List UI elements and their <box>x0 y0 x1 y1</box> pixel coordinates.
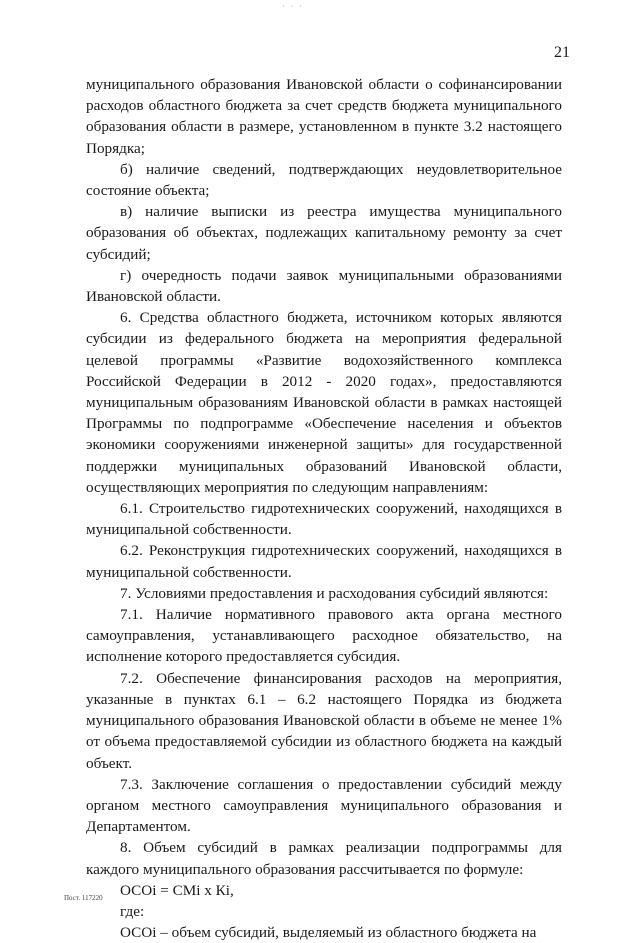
formula-definition: ОСОi – объем субсидий, выделяемый из областного бюджета на <box>120 924 537 942</box>
formula: ОСОi = СМi x Кi, <box>120 881 234 899</box>
footer-document-code: Пост. 117220 <box>64 894 103 902</box>
paragraph-7: 7. Условиями предоставления и расходования субсидий являются: <box>120 584 549 602</box>
paragraph-6-2: 6.2. Реконструкция гидротехнических сооружений, находящихся в муниципальной собственности. <box>86 542 562 581</box>
paragraph-continuation: муниципального образования Ивановской области о софинансировании расходов областного бюджета за счет средств бюджета муниципального образования области в размере, установленном в пункте 3.2 настоящего Порядка; <box>86 76 562 157</box>
paragraph-8: 8. Объем субсидий в рамках реализации подпрограммы для каждого муниципального образования рассчитывается по формуле: <box>86 839 562 878</box>
paragraph-item-v: в) наличие выписки из реестра имущества муниципального образования об объектах, подлежащих капитальному ремонту за счет субсидий; <box>86 203 562 263</box>
paragraph-6: 6. Средства областного бюджета, источником которых являются субсидии из федерального бюджета на мероприятия федеральной целевой программы «Развитие водохозяйственного комплекса Российской Федерации в 2012 - 2020 годах», предоставляются муниципальным образованиям Ивановской области в рамках настоящей Программы по подпрограмме «Обеспечение населения и объектов экономики сооружениями инженерной защиты» для государственной поддержки муниципальных образований Ивановской области, осуществляющих мероприятия по следующим направлениям: <box>86 309 562 496</box>
paragraph-item-b: б) наличие сведений, подтверждающих неудовлетворительное состояние объекта; <box>86 160 562 200</box>
paragraph-7-2: 7.2. Обеспечение финансирования расходов на мероприятия, указанные в пунктах 6.1 – 6.2 настоящего Порядка из бюджета муниципального образования Ивановской области в объеме не менее 1% от объема предоставляемой субсидии из областного бюджета на каждый объект. <box>86 669 562 772</box>
paragraph-6-1: 6.1. Строительство гидротехнических сооружений, находящихся в муниципальной собственности. <box>86 500 562 539</box>
document-body <box>86 74 562 943</box>
paragraph-7-1: 7.1. Наличие нормативного правового акта органа местного самоуправления, устанавливающего расходное обязательство, на исполнение которого предоставляется субсидия. <box>86 606 562 666</box>
scan-mark: · · · <box>282 2 304 11</box>
paragraph-item-g: г) очередность подачи заявок муниципальными образованиями Ивановской области. <box>86 266 562 306</box>
page-number: 21 <box>554 44 570 61</box>
formula-where: где: <box>120 902 145 920</box>
paragraph-7-3: 7.3. Заключение соглашения о предоставлении субсидий между органом местного самоуправления муниципального образования и Департаментом. <box>86 775 562 836</box>
